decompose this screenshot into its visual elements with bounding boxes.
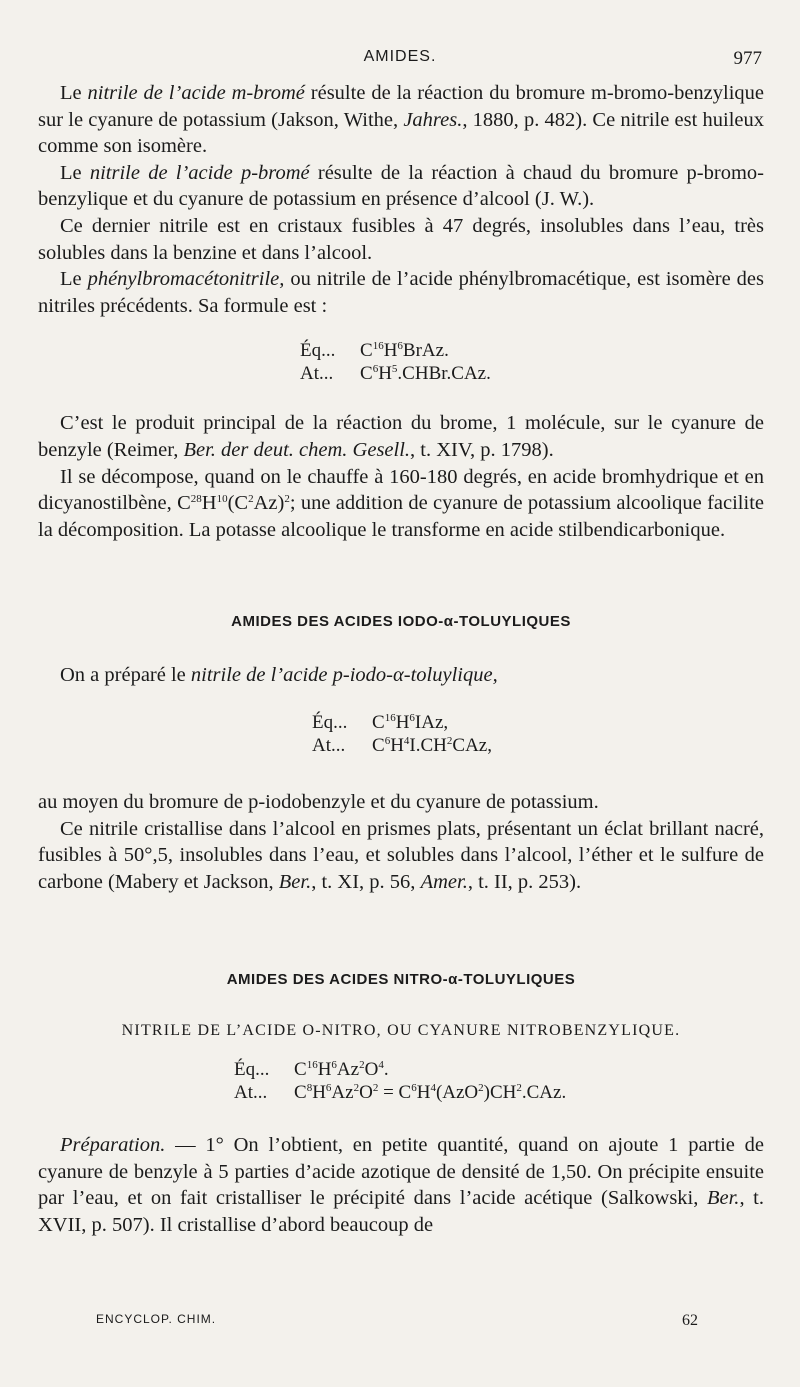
formula-equivalent-row: Éq... $C^{16}H^6BrAz$. [300, 340, 449, 362]
paragraph-iodo-intro: On a préparé le nitrile de l’acide p-iodo-α-toluylique, [60, 664, 498, 687]
formula-equivalent-row: Éq... $C^{16}H^6IAz$, [312, 711, 449, 733]
formula-equivalent-row: Éq... $C^{16}H^6Az^2O^4$. [234, 1059, 389, 1081]
paragraph-iodo-properties: Ce nitrile cristallise dans l’alcool en prismes plats, présentant un éclat brillant nacré, fusibles à 50°,5, insolubles dans l’eau, et solubles dans l’alcool, l’éther et le sulfure de carbone (Mabery et Jackson, Ber., t. XI, p. 56, Amer., t. II, p. 253). [38, 817, 764, 893]
page-body [38, 80, 764, 1239]
paragraph-bromine-reaction: C’est le produit principal de la réaction du brome, 1 molécule, sur le cyanure de benzyle (Reimer, Ber. der deut. chem. Gesell., t. XIV, p. 1798). [38, 412, 764, 461]
paragraph-phenylbromacetonitrile: Le phénylbromacétonitrile, ou nitrile de l’acide phénylbromacétique, est isomère des nitriles précédents. Sa formule est : [38, 268, 764, 317]
page-footer [0, 1312, 800, 1338]
formula-phenylbromacetonitrile [300, 339, 764, 385]
paragraph-p-bromo-nitrile: Le nitrile de l’acide p-bromé résulte de la réaction à chaud du bromure p-bromo-benzylique et du cyanure de potassium en présence d’alcool (J. W.). [38, 161, 764, 211]
section-heading-iodo: AMIDES DES ACIDES IODO-α-TOLUYLIQUES [231, 613, 571, 631]
signature-number: 62 [682, 1312, 698, 1329]
running-title: AMIDES. [363, 48, 437, 65]
paragraph-decomposition: Il se décompose, quand on le chauffe à 160-180 degrés, en acide bromhydrique et en dicyanostilbène, $C^{28}H^{10}(C^2Az)^2$; une addition de cyanure de potassium alcoolique facilite la décomposition. La potasse alcoolique le transforme en acide stilbendicarbonique. [38, 465, 764, 541]
paragraph-m-bromo-nitrile: Le nitrile de l’acide m-bromé résulte de la réaction du bromure m-bromo-benzylique sur le cyanure de potassium (Jakson, Withe, Jahres., 1880, p. 482). Ce nitrile est huileux comme son isomère. [38, 82, 765, 158]
paragraph-iodo-method: au moyen du bromure de p-iodobenzyle et du cyanure de potassium. [38, 790, 599, 813]
paragraph-preparation: Préparation. — 1° On l’obtient, en petite quantité, quand on ajoute 1 partie de cyanure de benzyle à 5 parties d’acide azotique de densité de 1,50. On précipite ensuite par l’eau, et on fait cristalliser le précipité dans l’acide acétique (Salkowski, Ber., t. XVII, p. 507). Il cristallise d’abord beaucoup de [38, 1134, 764, 1237]
formula-iodo-nitrile [312, 711, 764, 757]
subheading-o-nitro-nitrile: NITRILE DE L’ACIDE O-NITRO, OU CYANURE NITROBENZYLIQUE. [121, 1022, 681, 1040]
page-number: 977 [733, 48, 762, 69]
formula-atomic-row: At... $C^6H^5.CHBr.CAz$. [300, 363, 491, 385]
paragraph-p-bromo-properties: Ce dernier nitrile est en cristaux fusibles à 47 degrés, insolubles dans l’eau, très solubles dans la benzine et dans l’alcool. [38, 214, 764, 264]
formula-atomic-row: At... $C^8H^6Az^2O^2 = C^6H^4(AzO^2)CH^2.CAz$. [234, 1082, 567, 1104]
page-header [0, 48, 800, 74]
formula-nitro-nitrile [234, 1058, 764, 1104]
section-heading-nitro: AMIDES DES ACIDES NITRO-α-TOLUYLIQUES [226, 971, 576, 989]
signature-mark: ENCYCLOP. CHIM. [96, 1312, 217, 1326]
formula-atomic-row: At... $C^6H^4I.CH^2CAz$, [312, 734, 492, 756]
